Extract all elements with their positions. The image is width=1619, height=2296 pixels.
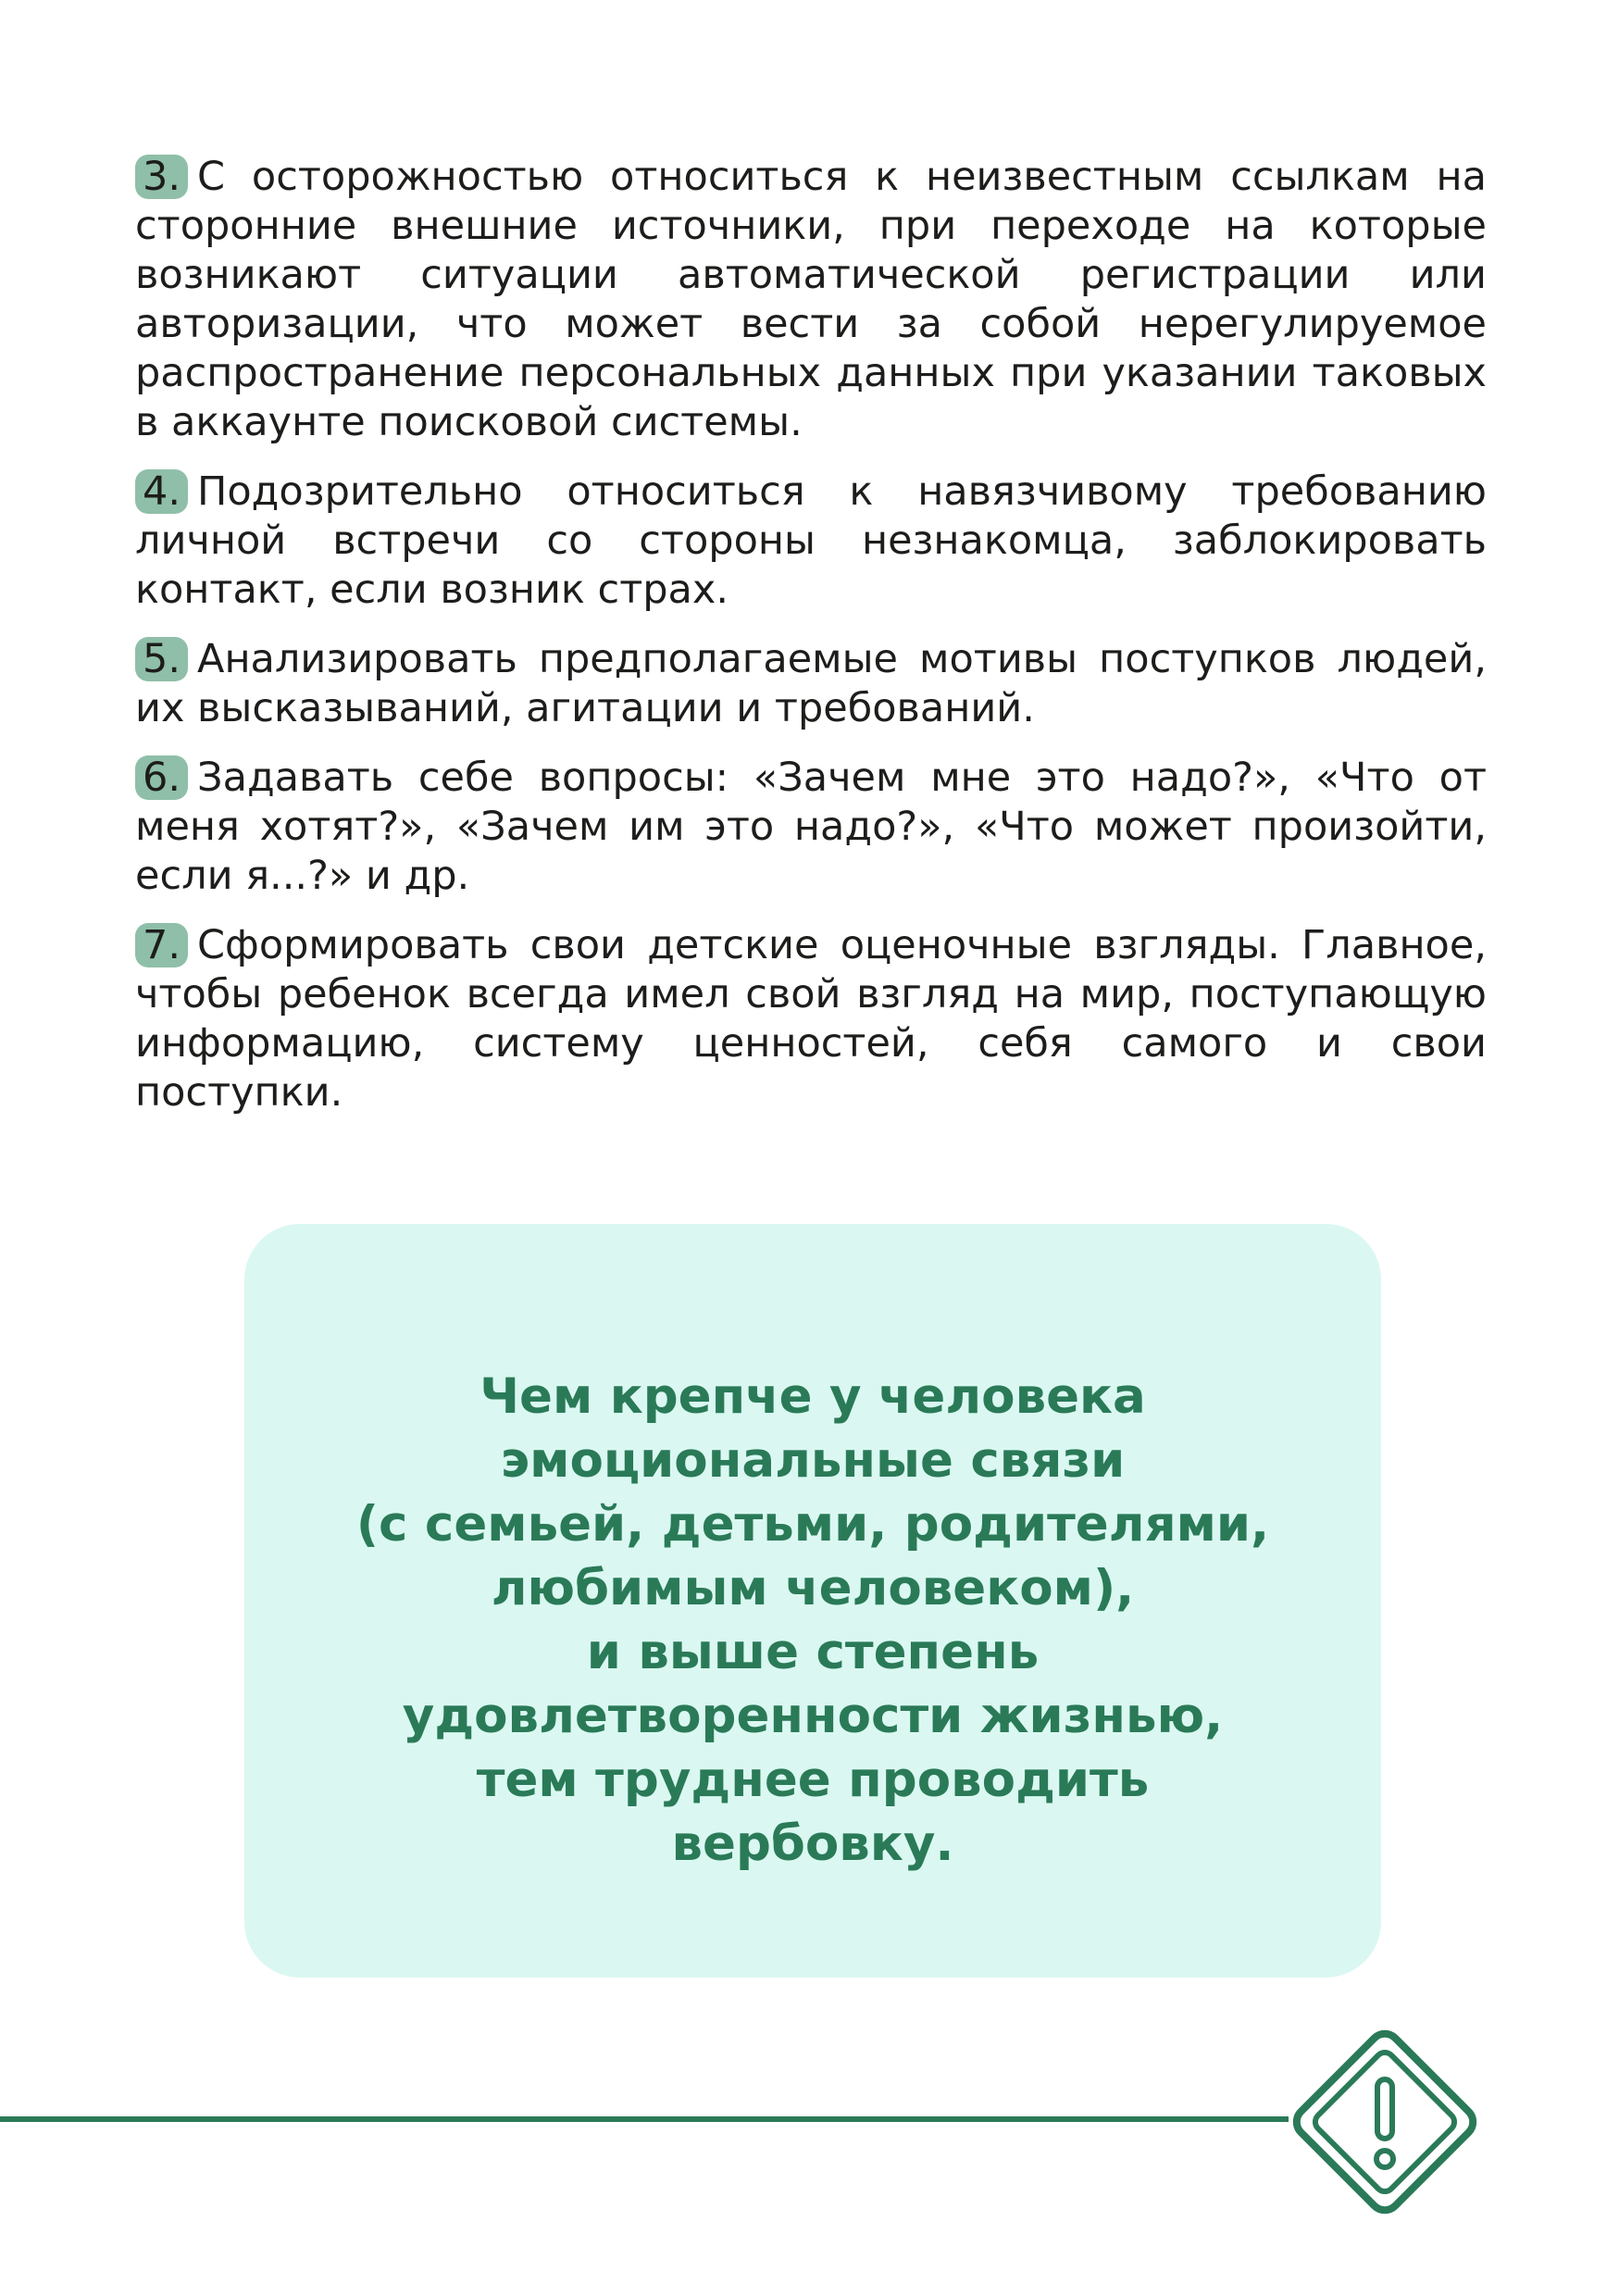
callout-line: Чем крепче у человека — [479, 1368, 1146, 1425]
callout-line: (с семьей, детьми, родителями, — [355, 1496, 1270, 1553]
tip-item-4 — [135, 468, 1487, 615]
tip-item-5 — [135, 635, 1487, 733]
callout-line: эмоциональные связи — [500, 1432, 1126, 1489]
callout-line: вербовку. — [671, 1816, 954, 1872]
warning-diamond-icon — [1281, 2018, 1488, 2226]
callout-line: любимым человеком), — [491, 1560, 1135, 1616]
footer-divider — [0, 2116, 1289, 2122]
tip-text: Анализировать предполагаемые мотивы поступков людей, их высказываний, агитации и требований. — [135, 636, 1487, 731]
tip-number-badge: 7. — [135, 923, 188, 967]
tip-text: С осторожностью относиться к неизвестным ссылкам на сторонние внешние источники, при переходе на которые возникают ситуации автоматической регистрации или авторизации, что может вести за собой нерегулируемое распространение персональных данных при указании таковых в аккаунте поисковой системы. — [135, 154, 1487, 445]
tip-item-6 — [135, 754, 1487, 901]
callout-text — [244, 1365, 1381, 1876]
tip-text: Задавать себе вопросы: «Зачем мне это надо?», «Что от меня хотят?», «Зачем им это надо?», «Что может произойти, если я...?» и др. — [135, 755, 1487, 899]
callout-line: и выше степень — [586, 1624, 1040, 1680]
tip-number-badge: 5. — [135, 637, 188, 681]
tip-item-3 — [135, 153, 1487, 447]
callout-line: тем труднее проводить — [476, 1752, 1150, 1808]
callout-box — [244, 1224, 1381, 1978]
tip-text: Подозрительно относиться к навязчивому требованию личной встречи со стороны незнакомца, заблокировать контакт, если возник страх. — [135, 468, 1487, 613]
tip-number-badge: 4. — [135, 469, 188, 514]
tip-item-7 — [135, 921, 1487, 1117]
tip-number-badge: 6. — [135, 755, 188, 800]
tips-list — [135, 153, 1487, 1138]
tip-number-badge: 3. — [135, 155, 188, 199]
tip-text: Сформировать свои детские оценочные взгляды. Главное, чтобы ребенок всегда имел свой взгляд на мир, поступающую информацию, систему ценностей, себя самого и свои поступки. — [135, 922, 1487, 1116]
callout-line: удовлетворенности жизнью, — [402, 1688, 1224, 1744]
